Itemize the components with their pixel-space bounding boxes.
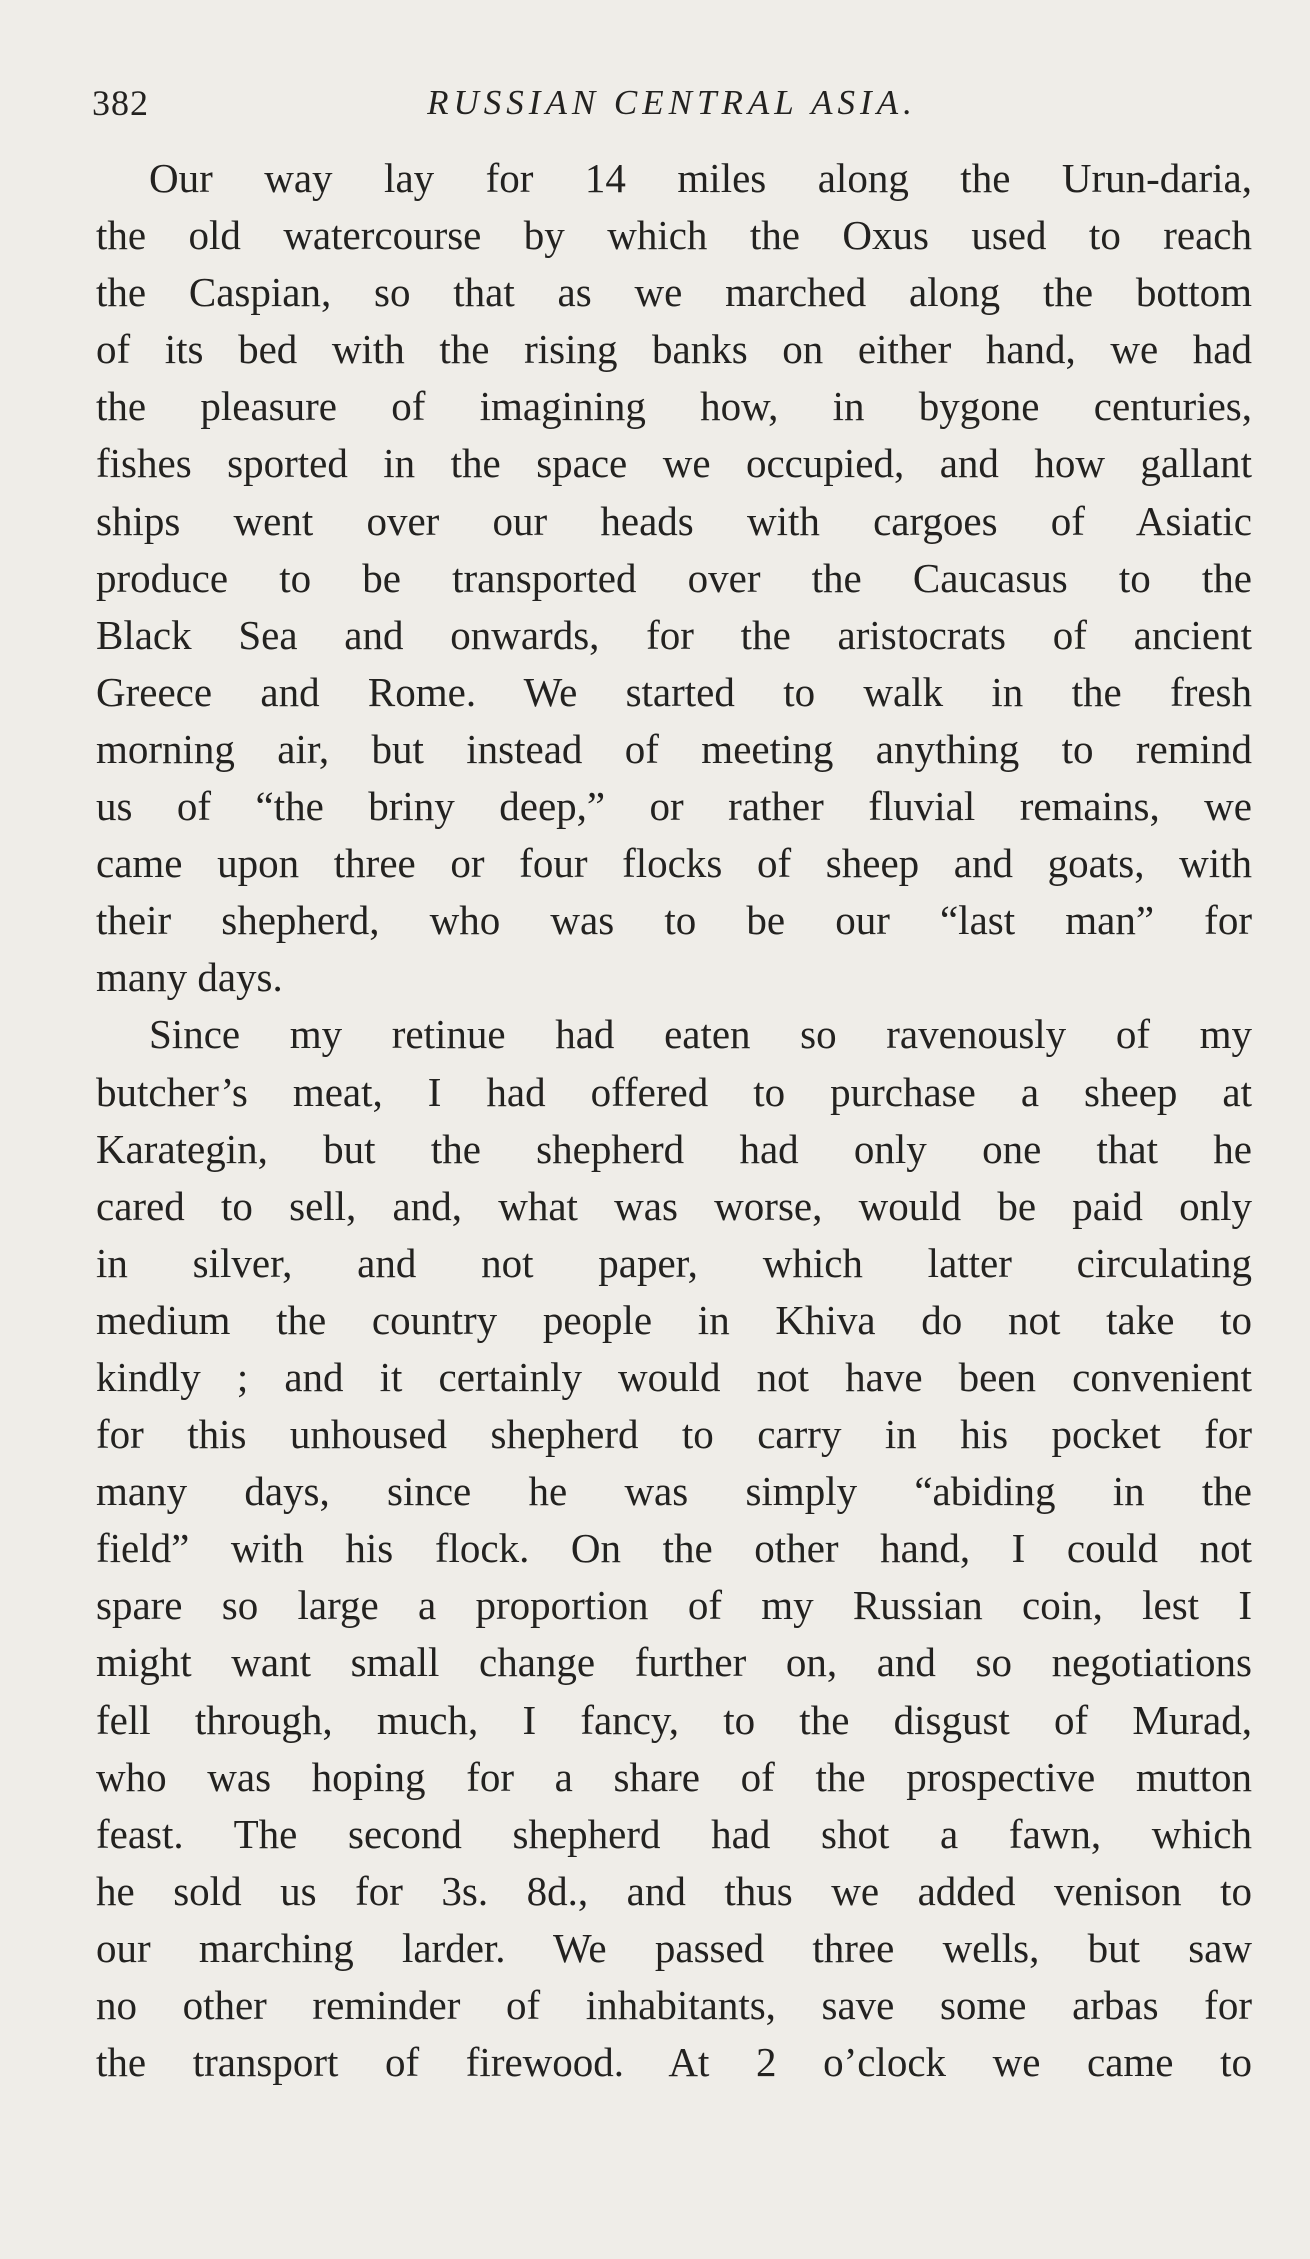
text-line: [96, 1292, 1252, 1349]
text-line: [96, 892, 1252, 949]
text-line-content: of its bed with the rising banks on either hand, we had: [96, 326, 1252, 373]
text-line: [96, 949, 1252, 1006]
text-line-content: Our way lay for 14 miles along the Urun-daria,: [149, 155, 1252, 201]
text-line-content: no other reminder of inhabitants, save some arbas for: [96, 1982, 1252, 2028]
text-line-content: Since my retinue had eaten so ravenously of my: [149, 1011, 1252, 1058]
text-line: [96, 1006, 1252, 1063]
text-line-content: morning air, but instead of meeting anything to remind: [96, 725, 1252, 772]
text-line: [96, 435, 1252, 492]
text-line: [96, 378, 1252, 435]
text-line: [96, 607, 1252, 664]
text-line: [96, 1977, 1252, 2034]
page-number: 382: [92, 83, 149, 123]
text-line: [96, 1178, 1252, 1235]
page-header: [92, 78, 1252, 128]
text-line: [96, 664, 1252, 721]
text-line-content: produce to be transported over the Caucasus to the: [96, 554, 1252, 601]
text-line: [96, 1749, 1252, 1806]
text-line: [96, 493, 1252, 550]
text-line: [96, 778, 1252, 835]
text-line-content: the pleasure of imagining how, in bygone centuries,: [96, 383, 1252, 430]
text-line-content: our marching larder. We passed three wells, but saw: [96, 1924, 1252, 1971]
text-line: [96, 321, 1252, 378]
text-line: [96, 1863, 1252, 1920]
text-line-content: the transport of firewood. At 2 o’clock we came to: [96, 2039, 1252, 2086]
text-line-content: fell through, much, I fancy, to the disgust of Murad,: [96, 1696, 1252, 1743]
text-line: [96, 1692, 1252, 1749]
text-line-content: medium the country people in Khiva do not take to: [96, 1296, 1252, 1343]
text-line-content: kindly ; and it certainly would not have been convenient: [96, 1353, 1252, 1400]
text-line: [96, 835, 1252, 892]
text-line-content: butcher’s meat, I had offered to purchase a sheep at: [96, 1068, 1252, 1115]
text-line: [96, 207, 1252, 264]
text-line-content: Karategin, but the shepherd had only one that he: [96, 1125, 1252, 1172]
text-line-content: in silver, and not paper, which latter circulating: [96, 1239, 1252, 1286]
text-line: [96, 1406, 1252, 1463]
text-line-content: who was hoping for a share of the prospective mutton: [96, 1753, 1252, 1800]
text-line-content: came upon three or four flocks of sheep and goats, with: [96, 840, 1252, 887]
text-line-content: many days.: [96, 954, 283, 1001]
text-line-content: many days, since he was simply “abiding in the: [96, 1468, 1252, 1515]
text-line-content: feast. The second shepherd had shot a fawn, which: [96, 1810, 1252, 1857]
text-line: [96, 1235, 1252, 1292]
text-line-content: the Caspian, so that as we marched along the bottom: [96, 269, 1252, 316]
body-text: [96, 150, 1252, 2091]
text-line: [96, 721, 1252, 778]
text-line-content: Black Sea and onwards, for the aristocrats of ancient: [96, 611, 1252, 658]
text-line: [96, 2034, 1252, 2091]
text-line-content: he sold us for 3s. 8d., and thus we added venison to: [96, 1867, 1252, 1914]
text-line-content: fishes sported in the space we occupied, and how gallant: [96, 440, 1252, 487]
text-line-content: the old watercourse by which the Oxus used to reach: [96, 212, 1252, 259]
text-line: [96, 1463, 1252, 1520]
text-line: [96, 1634, 1252, 1691]
text-line-content: spare so large a proportion of my Russian coin, lest I: [96, 1582, 1252, 1629]
text-line: [96, 1064, 1252, 1121]
text-line-content: Greece and Rome. We started to walk in the fresh: [96, 668, 1252, 715]
text-line-content: might want small change further on, and so negotiations: [96, 1639, 1252, 1686]
text-line: [96, 150, 1252, 207]
text-line-content: field” with his flock. On the other hand, I could not: [96, 1525, 1252, 1572]
text-line: [96, 550, 1252, 607]
text-line-content: their shepherd, who was to be our “last man” for: [96, 897, 1252, 944]
text-line-content: for this unhoused shepherd to carry in his pocket for: [96, 1411, 1252, 1458]
text-line-content: us of “the briny deep,” or rather fluvial remains, we: [96, 783, 1252, 830]
text-line: [96, 1520, 1252, 1577]
text-line: [96, 1349, 1252, 1406]
text-line: [96, 1920, 1252, 1977]
text-line-content: cared to sell, and, what was worse, would be paid only: [96, 1182, 1252, 1229]
text-line: [96, 1577, 1252, 1634]
text-line: [96, 1806, 1252, 1863]
running-title: RUSSIAN CENTRAL ASIA.: [427, 83, 917, 122]
text-line: [96, 1121, 1252, 1178]
text-line: [96, 264, 1252, 321]
text-line-content: ships went over our heads with cargoes of Asiatic: [96, 497, 1252, 544]
